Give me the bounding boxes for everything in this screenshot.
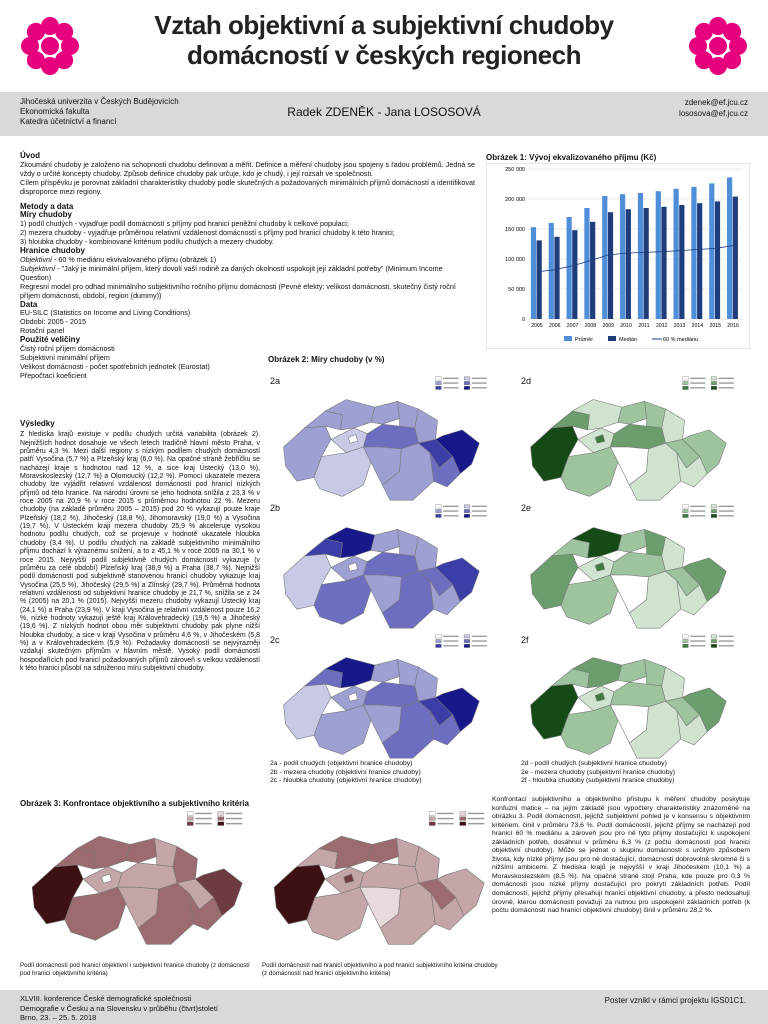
bar-Průměr bbox=[709, 183, 714, 319]
label: Subjektivní bbox=[20, 263, 56, 273]
legend-range bbox=[719, 515, 734, 516]
region bbox=[662, 667, 685, 701]
region bbox=[610, 424, 665, 449]
y-tick-label: 200 000 bbox=[505, 197, 525, 203]
map-2d bbox=[515, 372, 755, 504]
legend-swatch bbox=[218, 817, 224, 821]
legend-range bbox=[719, 378, 734, 379]
institution-line: Jihočeská univerzita v Českých Budějovicích bbox=[20, 97, 179, 106]
legend-swatch bbox=[683, 381, 689, 384]
legend-swatch bbox=[429, 817, 435, 821]
y-tick-label: 100 000 bbox=[505, 257, 525, 263]
region bbox=[363, 552, 418, 577]
bar-Medián bbox=[733, 197, 738, 319]
conference-line: Brno, 23. – 25. 5. 2018 bbox=[20, 1013, 97, 1022]
title-line-2: domácností v českých regionech bbox=[187, 40, 581, 70]
bar-Průměr bbox=[674, 189, 679, 319]
legend-swatch bbox=[436, 505, 442, 508]
x-tick-label: 2016 bbox=[727, 323, 739, 329]
legend-range bbox=[719, 382, 734, 383]
region bbox=[118, 863, 177, 890]
map-legend bbox=[683, 635, 734, 648]
legend-swatch bbox=[683, 386, 689, 389]
caption-line: 2c - hloubka chudoby (objektivní hranice chudoby) bbox=[270, 777, 422, 784]
region bbox=[415, 409, 438, 443]
legend-range bbox=[690, 640, 705, 641]
legend-swatch bbox=[711, 377, 717, 380]
legend-range bbox=[443, 640, 458, 641]
text-line: Přepočtací koeficient bbox=[20, 370, 87, 380]
income-chart bbox=[486, 163, 750, 349]
legend-swatch bbox=[683, 377, 689, 380]
legend-range bbox=[690, 506, 705, 507]
section-heading: Metody a data bbox=[20, 201, 74, 211]
bar-Průměr bbox=[602, 196, 607, 319]
subsection-heading: Použité veličiny bbox=[20, 335, 81, 345]
bar-Průměr bbox=[638, 193, 643, 319]
region bbox=[415, 537, 438, 571]
region bbox=[363, 682, 418, 707]
bar-Medián bbox=[661, 207, 666, 319]
title-line-1: Vztah objektivní a subjektivní chudoby bbox=[154, 10, 614, 40]
text-line: Čistý roční příjem domácnosti bbox=[20, 344, 115, 354]
map-2f bbox=[515, 630, 755, 762]
figure-title: Obrázek 1: Vývoj ekvalizovaného příjmu (Kč) bbox=[486, 153, 657, 162]
legend-swatch bbox=[464, 386, 470, 389]
x-tick-label: 2008 bbox=[584, 323, 597, 329]
text-line: Velikost domácnosti - počet spotřebních jednotek (Eurostat) bbox=[20, 361, 210, 371]
map-label: 2a bbox=[270, 376, 281, 386]
legend-range bbox=[437, 823, 453, 824]
x-tick-label: 2006 bbox=[548, 323, 561, 329]
region bbox=[360, 863, 419, 890]
legend-swatch bbox=[683, 635, 689, 638]
region bbox=[415, 846, 439, 883]
region bbox=[126, 838, 157, 862]
legend-swatch bbox=[187, 817, 193, 821]
map-legend bbox=[683, 505, 734, 518]
legend-range bbox=[226, 813, 242, 814]
legend-swatch bbox=[436, 386, 442, 389]
legend-label: 60 % mediánu bbox=[663, 337, 699, 343]
legend-range bbox=[690, 636, 705, 637]
legend-range bbox=[690, 378, 705, 379]
bar-Medián bbox=[715, 201, 720, 319]
poster-title bbox=[110, 10, 658, 70]
map-legend bbox=[683, 377, 734, 390]
figure-title: Obrázek 3: Konfrontace objektivního a subjektivního kritéria bbox=[20, 799, 249, 808]
legend-range bbox=[472, 636, 487, 637]
map-2b bbox=[268, 500, 508, 632]
paragraph bbox=[20, 265, 475, 283]
bar-Průměr bbox=[727, 177, 732, 319]
x-tick-label: 2010 bbox=[620, 323, 632, 329]
bar-Medián bbox=[572, 230, 577, 319]
legend-range bbox=[443, 515, 458, 516]
legend-swatch bbox=[187, 822, 193, 826]
map-legend bbox=[429, 812, 484, 826]
bar-Medián bbox=[554, 237, 559, 319]
results-section bbox=[20, 420, 260, 673]
bar-Medián bbox=[608, 212, 613, 319]
map-label: 2d bbox=[521, 376, 532, 386]
x-tick-label: 2013 bbox=[673, 323, 686, 329]
x-tick-label: 2012 bbox=[655, 323, 668, 329]
legend-swatch bbox=[711, 505, 717, 508]
legend-range bbox=[226, 818, 242, 819]
poster-header bbox=[0, 0, 768, 92]
institution-line: Katedra účetnictví a financí bbox=[20, 117, 117, 126]
conference-info bbox=[20, 994, 218, 1023]
legend-swatch bbox=[464, 509, 470, 512]
legend-swatch bbox=[711, 644, 717, 647]
legend-range bbox=[690, 510, 705, 511]
legend-range bbox=[690, 382, 705, 383]
region bbox=[415, 667, 438, 701]
legend-range bbox=[468, 823, 484, 824]
x-tick-label: 2005 bbox=[531, 323, 543, 329]
map-legend bbox=[436, 635, 487, 648]
legend-swatch bbox=[464, 381, 470, 384]
bar-Průměr bbox=[531, 227, 536, 319]
map-2e bbox=[515, 500, 755, 632]
region bbox=[371, 401, 400, 424]
conference-line: XLVIII. konference České demografické společnosti bbox=[20, 994, 192, 1003]
legend-range bbox=[443, 387, 458, 388]
bar-Průměr bbox=[691, 187, 696, 319]
email-link[interactable]: zdenek@ef.jcu.cz bbox=[684, 98, 748, 107]
logo-center bbox=[709, 37, 727, 55]
text-line: Rotační panel bbox=[20, 326, 65, 336]
legend-swatch bbox=[683, 505, 689, 508]
legend-swatch bbox=[608, 336, 616, 341]
legend-swatch bbox=[711, 639, 717, 642]
region bbox=[618, 529, 647, 552]
caption-line: 2d - podíl chudých (subjektivní hranice chudoby) bbox=[521, 760, 667, 767]
paragraph: Z hlediska krajů existuje v podílu chudých určitá variabilita (obrázek 2). Nejnižších hodnot dosahuje ve všech letech tradičně hlavní město Praha, v průměru 4,3 %. Mezi další regiony s nízkým podílem chudých domácností patří Vysočina (5,7 %) a Plzeňský kraj (6,0 %). Na opačné straně žebříčku se nacházejí kraje s hodnotou nad 12 %, a sice kraj Ústecký (13,0 %), Moravskoslezský (12,7 %) a Olomoucký (12,2 %). Pomocí ukazatele mezera chudoby lze vyjádřit relativní vzdálenost domácností pod hranicí nízkých příjmů od této hranice. Na národní úrovni se jeho hodnota snížila z 23,3 % v roce 2005 na 20,9 % v roce 2015 s průměrnou hodnotou 22 %. Mezeru chudoby (na základě průměru 2005 – 2015) pod 20 % vykazují pouze kraje Plzeňský (18,2 %), Jihočeský (18,8 %), Jihomoravský (19,0 %) a Vysočina (19,7 %). V Ústeckém kraji mezera chudoby 25,9 % akceleruje vysokou hodnotu podílu chudých, což se projevuje v hodnotě ukazatele hloubka chudoby (3,4 %). U podílu chudých na základě subjektivního minimálního příjmu dochází k výraznému snížení, a to z 45,1 % v roce 2005 na 30,1 % v roce 2015. Nejvyšší podíl subjektivně chudých domácností vykazuje (v průměru za celé období) Plzeňský kraj (38,9 %) a Praha (38,7 %). Nejnižší podíl domácností pod subjektivně stanovenou hranicí chudoby vykazuje kraj Vysočina (25,5 %), Jihočeský (29,5 %) a Zlínský (29,7 %). Průměrná hodnota relativní vzdálenosti od subjektivní hranice chudoby je 21,7 %, snížila se z 24 % (2005) na 20,1 % (2015). Nejvyšší mezeru chudoby vykazují Ústecký kraj (24,1 %) a Praha (23,9 %). V kraji Vysočina je relativní vzdálenost pouze 16,2 %, nízké hodnoty vykazují ještě kraj Královehradecký (19,5 %) a Jihočeský (19,6 %). Z nízkých hodnot obou měr subjektivní chudoby pak plyne nižší hloubka chudoby, a sice v kraji Vysočina v průměru 4,6 %, v Jihočeském (5,8 %) a v Královehradeckém (5,9 %). Požadavky domácností se nejvýrazněji vzdalují skutečným příjmům v hlavním městě. Vysoký podíl domácností hospodařících pod hranicí požadovaných příjmů zároveň s velkou vzdáleností k této hranici působí na sdruženou míru subjektivní chudoby. bbox=[20, 431, 260, 672]
chart-svg bbox=[486, 163, 750, 349]
map-label: 2c bbox=[270, 635, 280, 645]
map-legend bbox=[436, 505, 487, 518]
legend-swatch bbox=[711, 386, 717, 389]
legend-swatch bbox=[683, 509, 689, 512]
legend-range bbox=[437, 818, 453, 819]
legend-range bbox=[472, 515, 487, 516]
map-2c bbox=[268, 630, 508, 762]
legend-label: Průměr bbox=[575, 337, 594, 343]
logo-petal bbox=[723, 23, 741, 41]
institution-line: Ekonomická fakulta bbox=[20, 107, 90, 116]
legend-swatch bbox=[711, 635, 717, 638]
legend-range bbox=[437, 813, 453, 814]
university-logo-icon bbox=[686, 14, 750, 78]
legend-label: Medián bbox=[619, 337, 638, 343]
paragraph: Zkoumání chudoby je založeno na schopnosti chudobu definovat a měřit. Definice a měření chudoby jsou spojeny s řadou problémů. Jedná se vždy o určité koncepty chudoby. Způsob definice chudoby pak určuje, kdo je chudý, i její rozsah ve společnosti. bbox=[20, 159, 475, 178]
y-tick-label: 0 bbox=[521, 317, 525, 323]
conference-line: Demografie v Česku a na Slovensku v průběhu (čtvrt)století bbox=[20, 1003, 219, 1013]
legend-range bbox=[719, 645, 734, 646]
caption-line: 2b - mezera chudoby (objektivní hranice chudoby) bbox=[270, 768, 421, 776]
region bbox=[662, 409, 685, 443]
bar-Průměr bbox=[620, 194, 625, 319]
region bbox=[368, 838, 399, 862]
legend-range bbox=[443, 510, 458, 511]
logo-petal bbox=[55, 23, 73, 41]
legend-range bbox=[719, 640, 734, 641]
bar-Medián bbox=[537, 240, 542, 319]
region bbox=[371, 529, 400, 552]
map-3b bbox=[260, 808, 500, 958]
legend-swatch bbox=[436, 639, 442, 642]
legend-range bbox=[195, 813, 211, 814]
region bbox=[610, 552, 665, 577]
figure2-caption-left bbox=[270, 760, 422, 786]
legend-swatch bbox=[436, 377, 442, 380]
legend-range bbox=[443, 378, 458, 379]
legend-swatch bbox=[683, 644, 689, 647]
legend-range bbox=[719, 387, 734, 388]
paragraph: Cílem příspěvku je porovnat základní charakteristiky chudoby podle skutečných a požadovaných minimálních příjmů domácností a identifikovat disproporce mezi regiony. bbox=[20, 177, 475, 196]
intro-section bbox=[20, 152, 475, 381]
map-label: 2f bbox=[521, 635, 529, 645]
legend-swatch bbox=[436, 509, 442, 512]
x-tick-label: 2007 bbox=[566, 323, 579, 329]
region bbox=[371, 659, 400, 682]
bar-Medián bbox=[697, 203, 702, 319]
region bbox=[610, 682, 665, 707]
legend-swatch bbox=[429, 822, 435, 826]
x-tick-label: 2014 bbox=[691, 323, 704, 329]
authors: Radek ZDENĚK - Jana LOSOSOVÁ bbox=[287, 105, 481, 119]
y-tick-label: 50 000 bbox=[508, 287, 525, 293]
y-tick-label: 250 000 bbox=[505, 167, 525, 173]
caption-line: 2f - hloubka chudoby (subjektivní hranice chudoby) bbox=[521, 777, 675, 784]
legend-range bbox=[719, 510, 734, 511]
legend-range bbox=[472, 506, 487, 507]
label: Objektivní bbox=[20, 254, 52, 264]
region bbox=[662, 537, 685, 571]
map-legend bbox=[187, 812, 242, 826]
legend-swatch bbox=[218, 812, 224, 816]
legend-range bbox=[443, 645, 458, 646]
subsection-heading: Hranice chudoby bbox=[20, 246, 85, 256]
x-tick-label: 2009 bbox=[602, 323, 615, 329]
map-label: 2b bbox=[270, 503, 281, 513]
region bbox=[363, 424, 418, 449]
logo-center bbox=[41, 37, 59, 55]
legend-swatch bbox=[683, 514, 689, 517]
caption-line: 2e - mezera chudoby (subjektivní hranice chudoby) bbox=[521, 768, 676, 776]
bar-Medián bbox=[626, 209, 631, 319]
bar-Medián bbox=[679, 205, 684, 319]
email-block bbox=[679, 97, 748, 119]
x-tick-label: 2011 bbox=[638, 323, 650, 329]
confrontation-section bbox=[492, 796, 750, 916]
legend-range bbox=[690, 645, 705, 646]
legend-swatch bbox=[464, 514, 470, 517]
text: - "Jaký je minimální příjem, který dovolí vaší rodině za daných okolností uspokojit její základní potřeby" (Minimum Income Question) bbox=[20, 263, 443, 282]
legend-swatch bbox=[460, 822, 466, 826]
legend-swatch bbox=[464, 639, 470, 642]
legend-swatch bbox=[436, 514, 442, 517]
region bbox=[618, 401, 647, 424]
legend-range bbox=[195, 823, 211, 824]
x-tick-label: 2015 bbox=[709, 323, 722, 329]
legend-range bbox=[195, 818, 211, 819]
legend-swatch bbox=[711, 509, 717, 512]
subsection-heading: Míry chudoby bbox=[20, 210, 73, 220]
paragraph: 2) mezera chudoby - vyjadřuje průměrnou relativní vzdálenost domácností s příjmy pod hranicí chudoby k této hranici; bbox=[20, 228, 395, 238]
legend-range bbox=[472, 510, 487, 511]
text-line: Období: 2005 - 2015 bbox=[20, 317, 86, 327]
legend-range bbox=[472, 378, 487, 379]
legend-range bbox=[443, 636, 458, 637]
legend-swatch bbox=[464, 505, 470, 508]
bar-Průměr bbox=[567, 217, 572, 319]
region bbox=[618, 659, 647, 682]
legend-swatch bbox=[564, 336, 572, 341]
legend-swatch bbox=[464, 635, 470, 638]
university-logo-icon bbox=[18, 14, 82, 78]
legend-range bbox=[468, 813, 484, 814]
legend-swatch bbox=[683, 639, 689, 642]
legend-swatch bbox=[464, 644, 470, 647]
legend-swatch bbox=[436, 644, 442, 647]
bar-Průměr bbox=[549, 223, 554, 319]
legend-range bbox=[690, 387, 705, 388]
legend-range bbox=[472, 387, 487, 388]
paragraph: Regresní model pro odhad minimálního subjektivního ročního příjmu domácnosti (Pevné efekty: velikost domácnosti, skutečný čistý roční příjem domácnosti, období, region (dummy)) bbox=[20, 281, 456, 300]
y-tick-label: 150 000 bbox=[505, 227, 525, 233]
legend-swatch bbox=[187, 812, 193, 816]
legend-swatch bbox=[429, 812, 435, 816]
subsection-heading: Data bbox=[20, 299, 38, 309]
project-note: Poster vznikl v rámci projektu IGS01C1. bbox=[604, 996, 746, 1005]
bar-Průměr bbox=[656, 191, 661, 319]
legend-swatch bbox=[218, 822, 224, 826]
legend-swatch bbox=[460, 812, 466, 816]
email-link[interactable]: lososova@ef.jcu.cz bbox=[678, 109, 748, 118]
map-label: 2e bbox=[521, 503, 532, 513]
paragraph: 3) hloubka chudoby - kombinované kritérium podílu chudých a mezery chudoby. bbox=[20, 237, 274, 247]
legend-range bbox=[690, 515, 705, 516]
legend-range bbox=[472, 640, 487, 641]
figure-title: Obrázek 2: Míry chudoby (v %) bbox=[268, 355, 385, 364]
figure3-caption-right: Podíl domácností nad hranicí objektivního a pod hranicí subjektivního kritéria chudoby (z domácností nad hranicí objektivního kritéria) bbox=[262, 962, 498, 977]
map-2a bbox=[268, 372, 508, 504]
legend-range bbox=[468, 818, 484, 819]
legend-swatch bbox=[460, 817, 466, 821]
bar-Průměr bbox=[584, 208, 589, 319]
legend-swatch bbox=[711, 381, 717, 384]
legend-range bbox=[443, 382, 458, 383]
map-legend bbox=[436, 377, 487, 390]
legend-range bbox=[472, 382, 487, 383]
section-heading: Výsledky bbox=[20, 419, 55, 428]
figure3-caption-left: Podíl domácností pod hranicí objektivní i subjektivní hranice chudoby (z domácností pod hranicí objektivního kritéria) bbox=[20, 962, 250, 977]
bar-Medián bbox=[590, 222, 595, 319]
figure2-caption-right bbox=[521, 760, 675, 786]
legend-range bbox=[226, 823, 242, 824]
legend-range bbox=[472, 645, 487, 646]
text-line: Subjektivní minimální příjem bbox=[20, 352, 110, 362]
legend-swatch bbox=[436, 381, 442, 384]
legend-swatch bbox=[711, 514, 717, 517]
text-line: EU-SILC (Statistics on Income and Living Conditions) bbox=[20, 308, 191, 318]
caption-line: 2a - podíl chudých (objektivní hranice chudoby) bbox=[270, 760, 413, 767]
paragraph: Konfrontací subjektivního a objektivního přístupu k měření chudoby poskytuje konfuzní matice – na jejím základě jsou vypočtery charakteristiky znázorněné na obrázku 3. Podíl domácností, jejichž subjektivní pohled je v konsensu s objektivním kritériem, činil v průměru 73,6 %. Podíl domácností, jejichž příjmy se nacházejí pod hranicí 60 % mediánu a zároveň jsou pro ně tyto příjmy dostačující k uspokojení základních potřeb, dosáhnul v průměru 6,3 % (z počtu domácností pod hranicí objektivní chudoby). Může se jednat o skupinu domácností s určitým způsobem života, kdy nízké příjmy jsou pro ně dostačující, domácnosti dobrovolně skromné či s nižšími ambicemi. Z hlediska krajů je nejvyšší v kraji Jihočeském (10,1 %) a Moravskoslezském (8,5 %). Na opačné straně stojí Praha, kde pouze pro 0,3 % domácností jsou nízké příjmy dostačující pro pokrytí základních potřeb. Podíl domácností, jejichž příjmy přesahují hranici objektivní chudoby, a přesto nedosahují úrovně, kterou domácnosti považují za nutnou pro uspokojení základních potřeb (k počtu domácností nad hranicí objektivní chudoby) činil v průměru 28,2 %. bbox=[492, 796, 750, 915]
legend-range bbox=[719, 636, 734, 637]
map-3a bbox=[18, 808, 258, 958]
legend-range bbox=[443, 506, 458, 507]
legend-swatch bbox=[436, 635, 442, 638]
region bbox=[173, 846, 197, 883]
paragraph: 1) podíl chudých - vyjadřuje podíl domácností s příjmy pod hranicí peněžní chudoby k celkové populaci; bbox=[20, 219, 349, 229]
text: - 60 % mediánu ekvivalovaného příjmu (obrázek 1) bbox=[51, 254, 217, 264]
legend-swatch bbox=[464, 377, 470, 380]
legend-range bbox=[719, 506, 734, 507]
section-heading: Úvod bbox=[20, 151, 40, 160]
bar-Medián bbox=[644, 208, 649, 319]
